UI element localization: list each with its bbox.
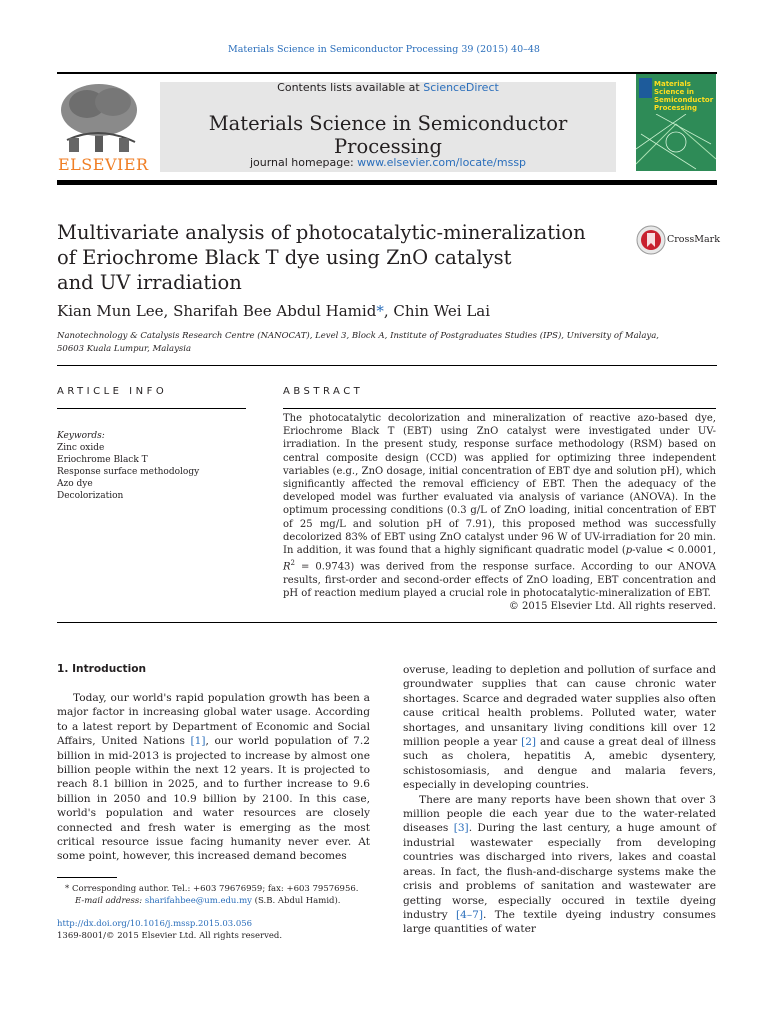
- elsevier-tree-logo: [57, 80, 145, 156]
- email-suffix: (S.B. Abdul Hamid).: [251, 896, 341, 906]
- journal-title: Materials Science in Semiconductor Processing: [208, 112, 568, 158]
- intro-right-part-c: There are many reports have been shown that over 3 million people die each year due to the water-related diseases: [403, 793, 716, 835]
- abstract-part-2: -value < 0.0001,: [632, 545, 717, 557]
- journal-citation[interactable]: Materials Science in Semiconductor Processing 39 (2015) 40–48: [228, 44, 540, 55]
- intro-left-part-b: , our world population of 7.2 billion in mid-2013 is projected to increase by almost one billion people within the next 12 years. It is projected to reach 8.1 billion in 2025, and to further increase to 9.6 billion in 2050 and 10.9 billion by 2100. In this case, world's population and water resources are closely connected and fresh water is emerging as the most critical resource issue facing humanity never ever. At some point, however, this increased demand becomes: [57, 735, 371, 863]
- corresponding-author-footnote: [57, 883, 358, 907]
- abstract-copyright: © 2015 Elsevier Ltd. All rights reserved.: [508, 601, 716, 613]
- affiliation-rule: [57, 365, 717, 366]
- journal-cover-image: [636, 74, 716, 171]
- intro-left-paragraph: [57, 691, 370, 864]
- crossmark-icon[interactable]: [636, 224, 666, 256]
- homepage-prefix: journal homepage:: [249, 156, 354, 169]
- article-title: [57, 220, 617, 295]
- abstract-text: [283, 412, 716, 613]
- journal-homepage: [160, 156, 616, 169]
- intro-right-part-a: overuse, leading to depletion and pollution of surface and groundwater supplies that can cause chronic water shortages. Scarce and degraded water supplies also often cause critical health problems. Polluted water, water shortages, and unsanitary living conditions kill over 12 million people a year: [403, 664, 716, 749]
- author-email-link[interactable]: sharifahbee@um.edu.my: [144, 896, 252, 906]
- affiliation-line-2: 50603 Kuala Lumpur, Malaysia: [57, 344, 192, 354]
- email-label: E-mail address:: [75, 896, 143, 906]
- header-bottom-rule: [57, 180, 717, 185]
- intro-left-part-a: Today, our world's rapid population growth has been a major factor in increasing global water usage. According to a latest report by Department of Economic and Social Affairs, United Nations: [57, 692, 370, 748]
- article-info-rule: [57, 408, 246, 409]
- abstract-heading: ABSTRACT: [283, 386, 364, 397]
- cover-title: Materials Science in Semiconductor Processing: [654, 80, 714, 112]
- keyword-item: Decolorization: [57, 491, 124, 501]
- authors-part-1: Kian Mun Lee, Sharifah Bee Abdul Hamid: [57, 302, 377, 320]
- contents-prefix: Contents lists available at: [277, 81, 420, 94]
- affiliation-line-1: Nanotechnology & Catalysis Research Centre (NANOCAT), Level 3, Block A, Institute of Postgraduates Studies (IPS), University of Malaya,: [57, 331, 660, 341]
- abstract-part-3: = 0.9743) was derived from the response surface. According to our ANOVA results, first-order and second-order effects of ZnO loading, EBT concentration and pH of reaction medium played a crucial role in photocatalytic-mineralization of EBT.: [283, 561, 716, 599]
- affiliation: [57, 330, 707, 356]
- introduction-heading: 1. Introduction: [57, 663, 147, 675]
- reference-link[interactable]: [2]: [521, 736, 537, 749]
- reference-link[interactable]: [4–7]: [455, 908, 483, 921]
- crossmark-label[interactable]: CrossMark: [667, 234, 720, 245]
- reference-link[interactable]: [1]: [190, 735, 206, 748]
- keywords-label: Keywords:: [57, 431, 105, 441]
- abstract-bottom-rule: [57, 622, 717, 623]
- corresponding-author-mark[interactable]: *: [376, 302, 384, 320]
- authors-part-2: , Chin Wei Lai: [383, 302, 491, 320]
- intro-right-part-b: and cause a great deal of illness such as cholera, hepatitis A, amebic dysentery, schistosomiasis, and dengue and malaria fevers, especially in developing countries.: [403, 736, 716, 792]
- abstract-part-1: The photocatalytic decolorization and mineralization of reactive azo-based dye, Eriochrome Black T (EBT) using ZnO catalyst were investigated under UV-irradiation. In the present study, response surface methodology (RSM) based on central composite design (CCD) was applied for optimizing three independent variables (e.g., ZnO dosage, initial concentration of EBT dye and solution pH), which significantly affected the removal efficiency of EBT. Then the adequacy of the developed model was further evaluated via analysis of variance (ANOVA). In the optimum processing conditions (0.3 g/L of ZnO loading, initial concentration of EBT of 25 mg/L and solution pH of 7.91), this proposed method was successfully decolorized 83% of EBT using ZnO catalyst under 96 W of UV-irradiation for 20 min. In addition, it was found that a highly significant quadratic model (: [283, 413, 716, 557]
- footnote-contact: Corresponding author. Tel.: +603 79676959; fax: +603 79576956.: [69, 884, 359, 894]
- author-list: [57, 302, 490, 320]
- footnote-line-1: [57, 883, 358, 895]
- abstract-rule: [283, 408, 716, 409]
- footnote-rule: [57, 877, 117, 878]
- header-top-rule: [57, 72, 717, 74]
- title-line-3: and UV irradiation: [57, 271, 242, 294]
- intro-right-column: [403, 663, 716, 937]
- homepage-link[interactable]: www.elsevier.com/locate/mssp: [357, 156, 527, 169]
- p-value-symbol: p: [625, 545, 633, 557]
- issn-line: 1369-8001/© 2015 Elsevier Ltd. All rights reserved.: [57, 931, 283, 941]
- keyword-item: Azo dye: [57, 479, 93, 489]
- cover-badge: [639, 78, 652, 98]
- keyword-item: Response surface methodology: [57, 467, 200, 477]
- article-info-heading: ARTICLE INFO: [57, 386, 168, 397]
- intro-right-paragraph-1: [403, 663, 716, 793]
- title-line-1: Multivariate analysis of photocatalytic-mineralization: [57, 221, 586, 244]
- intro-right-part-e: . The textile dyeing industry consumes large quantities of water: [403, 908, 716, 936]
- intro-right-part-d: . During the last century, a huge amount of industrial wastewater especially from developing countries was discharged into rivers, lakes and coastal areas. In fact, the flush-and-discharge systems make the crisis and problems of sanitation and wastewater are getting worse, especially occured in textile dyeing industry: [403, 822, 717, 921]
- footnote-star: *: [65, 884, 70, 894]
- keyword-item: Eriochrome Black T: [57, 455, 148, 465]
- keywords-block: [57, 430, 199, 502]
- title-line-2: of Eriochrome Black T dye using ZnO catalyst: [57, 246, 512, 269]
- doi-link[interactable]: http://dx.doi.org/10.1016/j.mssp.2015.03.056: [57, 919, 253, 929]
- doi-block: [57, 918, 282, 942]
- intro-right-paragraph-2: [403, 793, 716, 937]
- contents-availability: [160, 81, 616, 94]
- sciencedirect-link[interactable]: ScienceDirect: [423, 81, 499, 94]
- reference-link[interactable]: [3]: [453, 822, 469, 835]
- cover-artwork: [636, 114, 716, 171]
- footnote-line-2: [57, 895, 358, 907]
- keyword-item: Zinc oxide: [57, 443, 105, 453]
- r-squared-symbol: R: [283, 561, 291, 573]
- elsevier-wordmark: ELSEVIER: [58, 155, 149, 174]
- r-squared-exponent: 2: [290, 559, 295, 568]
